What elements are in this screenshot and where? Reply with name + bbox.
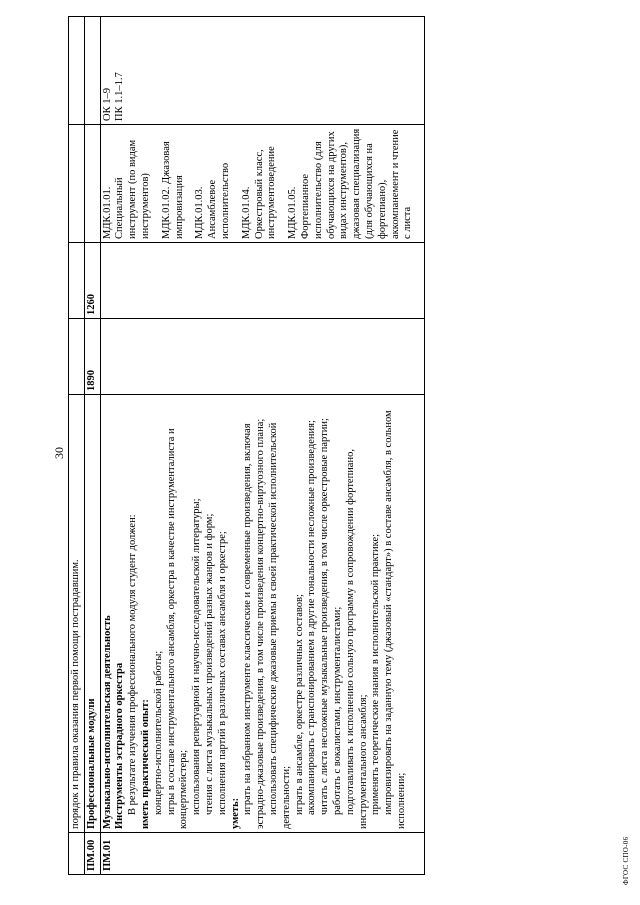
skill-item: читать с листа несложные музыкальные произведения, в том числе оркестровые партии; [319, 418, 331, 815]
practice-label: иметь практический опыт: [139, 699, 151, 829]
mdk-item: МДК.01.01. Специальный инструмент (по видам инструментов) [101, 139, 151, 239]
pm00-classroom: 1260 [84, 243, 100, 319]
skill-item: использовать специфические джазовые приемы в своей практической исполнительской деятельности; [267, 422, 292, 829]
practice-item: игры в составе инструментального ансамбля, оркестра в качестве инструменталиста и концертмейстера; [165, 428, 190, 829]
practice-item: исполнения партий в различных составах ансамбля и оркестре; [216, 531, 228, 815]
practice-item: концертно-исполнительской работы; [152, 650, 164, 815]
pm01-content [100, 395, 425, 833]
skill-item: применять теоретические знания в исполнительской практике; [370, 533, 382, 815]
skills-list [242, 398, 408, 829]
competency-item: ПК 1.1–1.7 [114, 72, 126, 121]
pm01-code: ПМ.01 [100, 833, 425, 875]
competency-item: ОК 1–9 [101, 88, 113, 121]
mdk-item: МДК.01.02. Джазовая импровизация [160, 141, 185, 239]
table-row [69, 17, 85, 875]
skills-label: уметь: [229, 797, 241, 829]
pm01-section: Инструменты эстрадного оркестра [114, 662, 126, 829]
skill-item: играть в ансамбле, оркестре различных составов; [293, 594, 305, 815]
pm01-title: Музыкально-исполнительская деятельность [101, 615, 113, 829]
table-row [84, 17, 100, 875]
first-aid-text: порядок и правила оказания первой помощи пострадавшим. [69, 395, 85, 833]
pm00-code: ПМ.00 [84, 833, 100, 875]
mdk-item: МДК.01.03. Ансамблевое исполнительство [194, 162, 231, 239]
footer-stamp: ФГОС СПО-06 [622, 836, 630, 885]
page-number: 30 [52, 447, 66, 459]
mdk-cell [100, 125, 425, 243]
pm01-intro: В результате изучения профессионального модуля студент должен: [127, 514, 139, 815]
practice-item: чтения с листа музыкальных произведений разных жанров и форм; [203, 513, 215, 815]
mdk-item: МДК.01.05. Фортепианное исполнительство (для обучающихся на других видах инструментов), джазовая специализация (для обучающихся на фортепиано), аккомпанемент и чтение с листа [287, 128, 414, 239]
table-row [100, 17, 425, 875]
skill-item: аккомпанировать с транспонированием в другие тональности несложные произведения; [306, 420, 318, 815]
pm00-title: Профессиональные модули [84, 395, 100, 833]
mdk-item: МДК.01.04. Оркестровый класс, инструментоведение [240, 146, 278, 239]
skill-item: подготавливать к исполнению сольную программу в сопровождении фортепиано, инструментального ансамбля; [344, 449, 369, 829]
pm00-max-load: 1890 [84, 319, 100, 395]
skill-item: импровизировать на заданную тему (джазовый «стандарт») в составе ансамбля, в сольном исполнении; [383, 410, 407, 829]
practice-list [153, 398, 230, 829]
skill-item: работать с вокалистами, инструменталистами; [331, 606, 343, 815]
competencies-cell [100, 17, 425, 125]
curriculum-table [68, 16, 425, 875]
practice-item: использования репертуарной и научно-исследовательской литературы; [191, 498, 203, 815]
skill-item: играть на избранном инструменте классические и современные произведения, включая эстрадно-джазовые произведения, в том числе произведения концертно-виртуозного плана; [242, 418, 267, 829]
